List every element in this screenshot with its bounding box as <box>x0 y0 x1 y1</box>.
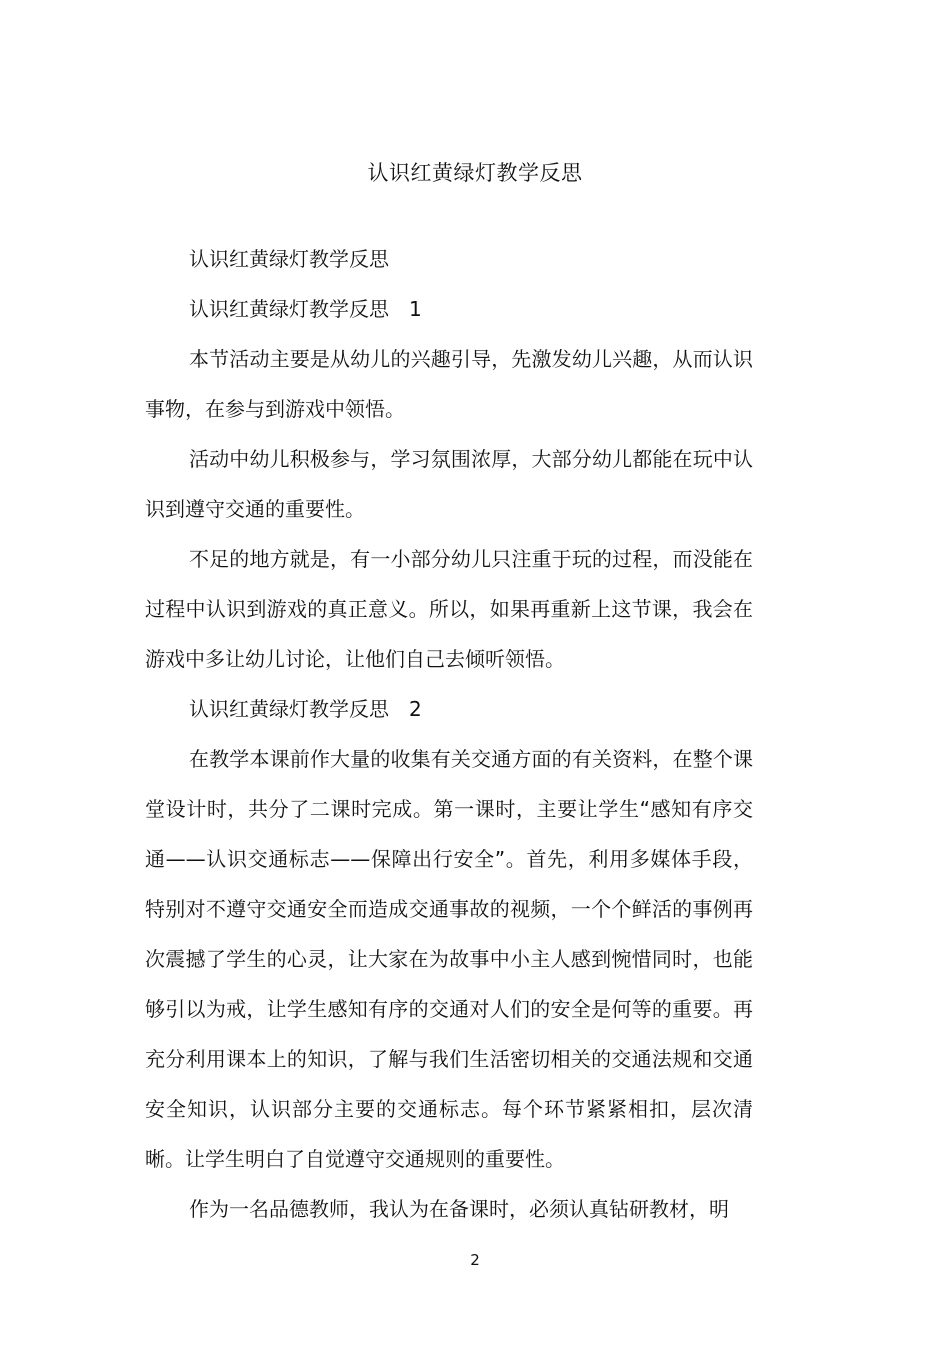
paragraph: 本节活动主要是从幼儿的兴趣引导，先激发幼儿兴趣，从而认识事物，在参与到游戏中领悟。 <box>145 347 753 421</box>
paragraph: 活动中幼儿积极参与，学习氛围浓厚，大部分幼儿都能在玩中认识到遵守交通的重要性。 <box>145 447 753 521</box>
paragraph: 作为一名品德教师，我认为在备课时，必须认真钻研教材，明 <box>189 1197 729 1221</box>
section-heading-2: 认识红黄绿灯教学反思 2 <box>189 697 422 721</box>
page-number: 2 <box>470 1251 480 1269</box>
section-heading-1: 认识红黄绿灯教学反思 1 <box>189 297 422 321</box>
paragraph: 在教学本课前作大量的收集有关交通方面的有关资料，在整个课堂设计时，共分了二课时完成。第一课时，主要让学生“感知有序交通——认识交通标志——保障出行安全”。首先，利用多媒体手段，特别对不遵守交通安全而造成交通事故的视频，一个个鲜活的事例再次震撼了学生的心灵，让大家在为故事中小主人感到惋惜同时，也能够引以为戒，让学生感知有序的交通对人们的安全是何等的重要。再充分利用课本上的知识，了解与我们生活密切相关的交通法规和交通安全知识，认识部分主要的交通标志。每个环节紧紧相扣，层次清晰。让学生明白了自觉遵守交通规则的重要性。 <box>145 747 753 1171</box>
paragraph-heading: 认识红黄绿灯教学反思 <box>189 247 389 271</box>
paragraph: 不足的地方就是，有一小部分幼儿只注重于玩的过程，而没能在过程中认识到游戏的真正意义。所以，如果再重新上这节课，我会在游戏中多让幼儿讨论，让他们自己去倾听领悟。 <box>145 547 753 671</box>
document-title: 认识红黄绿灯教学反思 <box>367 161 583 185</box>
document-body <box>145 234 753 1234</box>
